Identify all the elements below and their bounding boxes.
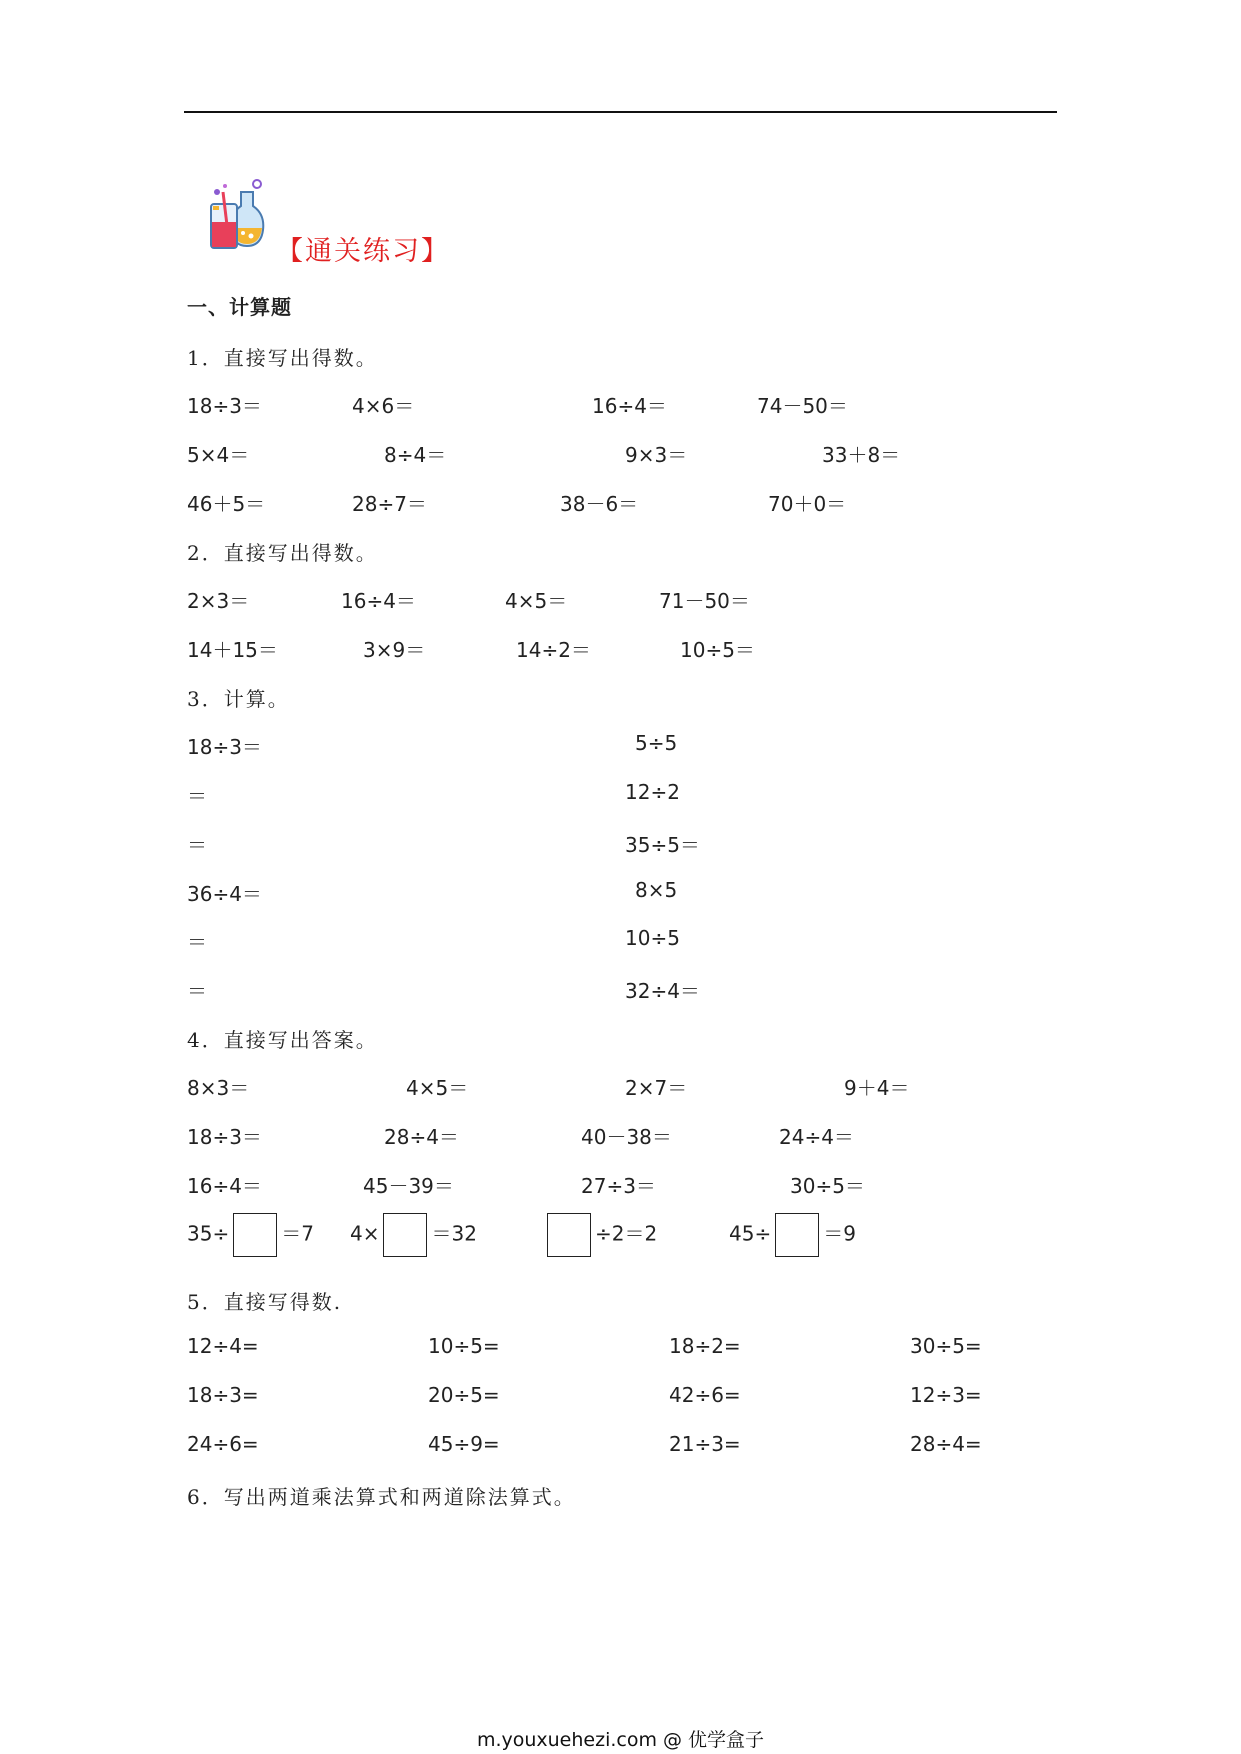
- blank-before: 4×: [350, 1221, 380, 1246]
- q5-item: 30÷5=: [910, 1334, 982, 1358]
- q5-item: 42÷6=: [669, 1383, 741, 1407]
- q1-item: 8÷4＝: [384, 443, 447, 467]
- q1-item: 16÷4＝: [592, 394, 667, 418]
- answer-box[interactable]: [547, 1213, 591, 1257]
- q2-item: 3×9＝: [363, 638, 426, 662]
- q2-item: 4×5＝: [505, 589, 568, 613]
- blank-before: 35÷: [187, 1221, 230, 1246]
- q3-title: 3．计算。: [187, 687, 290, 711]
- q3-left-item: ＝: [187, 930, 207, 954]
- q3-right-item: 10÷5: [625, 926, 680, 950]
- q2-item: 14＋15＝: [187, 638, 278, 662]
- q1-item: 9×3＝: [625, 443, 688, 467]
- blank-after: ＝9: [823, 1221, 856, 1246]
- q4-item: 30÷5＝: [790, 1174, 865, 1198]
- q4-item: 4×5＝: [406, 1076, 469, 1100]
- q4-blank-item: [187, 1213, 314, 1257]
- q4-item: 2×7＝: [625, 1076, 688, 1100]
- q4-item: 18÷3＝: [187, 1125, 262, 1149]
- q2-title: 2．直接写出得数。: [187, 541, 378, 565]
- blank-after: ＝32: [431, 1221, 477, 1246]
- footer-watermark: m.youxuehezi.com @ 优学盒子: [476, 1729, 765, 1751]
- q1-title: 1．直接写出得数。: [187, 346, 378, 370]
- q4-item: 8×3＝: [187, 1076, 250, 1100]
- blank-before: 45÷: [729, 1221, 772, 1246]
- q3-right-item: 12÷2: [625, 780, 680, 804]
- q4-blank-item: [543, 1213, 657, 1257]
- blank-after: ÷2＝2: [595, 1221, 658, 1246]
- section-title: 一、计算题: [187, 295, 292, 319]
- q2-item: 14÷2＝: [516, 638, 591, 662]
- q5-item: 24÷6=: [187, 1432, 259, 1456]
- q3-left-item: ＝: [187, 833, 207, 857]
- blank-after: ＝7: [281, 1221, 314, 1246]
- q3-right-item: 5÷5: [635, 731, 678, 755]
- q5-item: 45÷9=: [428, 1432, 500, 1456]
- q4-item: 40－38＝: [581, 1125, 672, 1149]
- answer-box[interactable]: [383, 1213, 427, 1257]
- q1-item: 18÷3＝: [187, 394, 262, 418]
- q3-left-item: 36÷4＝: [187, 882, 262, 906]
- q5-item: 18÷3=: [187, 1383, 259, 1407]
- q5-item: 12÷4=: [187, 1334, 259, 1358]
- answer-box[interactable]: [775, 1213, 819, 1257]
- q4-title: 4．直接写出答案。: [187, 1028, 378, 1052]
- q4-blank-item: [350, 1213, 477, 1257]
- q5-item: 21÷3=: [669, 1432, 741, 1456]
- answer-box[interactable]: [233, 1213, 277, 1257]
- q5-item: 20÷5=: [428, 1383, 500, 1407]
- q1-item: 4×6＝: [352, 394, 415, 418]
- q2-item: 16÷4＝: [341, 589, 416, 613]
- q3-left-item: ＝: [187, 979, 207, 1003]
- q6-title: 6．写出两道乘法算式和两道除法算式。: [187, 1485, 576, 1509]
- q4-item: 24÷4＝: [779, 1125, 854, 1149]
- q3-right-item: 35÷5＝: [625, 833, 700, 857]
- q1-item: 70＋0＝: [768, 492, 847, 516]
- q3-right-item: 32÷4＝: [625, 979, 700, 1003]
- q5-item: 10÷5=: [428, 1334, 500, 1358]
- q4-blank-item: [729, 1213, 856, 1257]
- q1-item: 74－50＝: [757, 394, 848, 418]
- banner-title: 【通关练习】: [276, 236, 450, 267]
- q4-item: 45－39＝: [363, 1174, 454, 1198]
- q4-item: 16÷4＝: [187, 1174, 262, 1198]
- q3-left-item: ＝: [187, 784, 207, 808]
- q2-item: 10÷5＝: [680, 638, 755, 662]
- q5-item: 18÷2=: [669, 1334, 741, 1358]
- q5-title: 5．直接写得数.: [187, 1290, 343, 1314]
- header-rule: [184, 111, 1057, 113]
- q1-item: 28÷7＝: [352, 492, 427, 516]
- q1-item: 33＋8＝: [822, 443, 901, 467]
- q4-item: 27÷3＝: [581, 1174, 656, 1198]
- q2-item: 2×3＝: [187, 589, 250, 613]
- q4-item: 9＋4＝: [844, 1076, 910, 1100]
- q3-right-item: 8×5: [635, 878, 678, 902]
- q1-item: 38－6＝: [560, 492, 639, 516]
- q4-item: 28÷4＝: [384, 1125, 459, 1149]
- q5-item: 12÷3=: [910, 1383, 982, 1407]
- q1-item: 46＋5＝: [187, 492, 266, 516]
- q3-left-item: 18÷3＝: [187, 735, 262, 759]
- q2-item: 71－50＝: [659, 589, 750, 613]
- q1-item: 5×4＝: [187, 443, 250, 467]
- beaker-flask-icon: [205, 178, 267, 252]
- q5-item: 28÷4=: [910, 1432, 982, 1456]
